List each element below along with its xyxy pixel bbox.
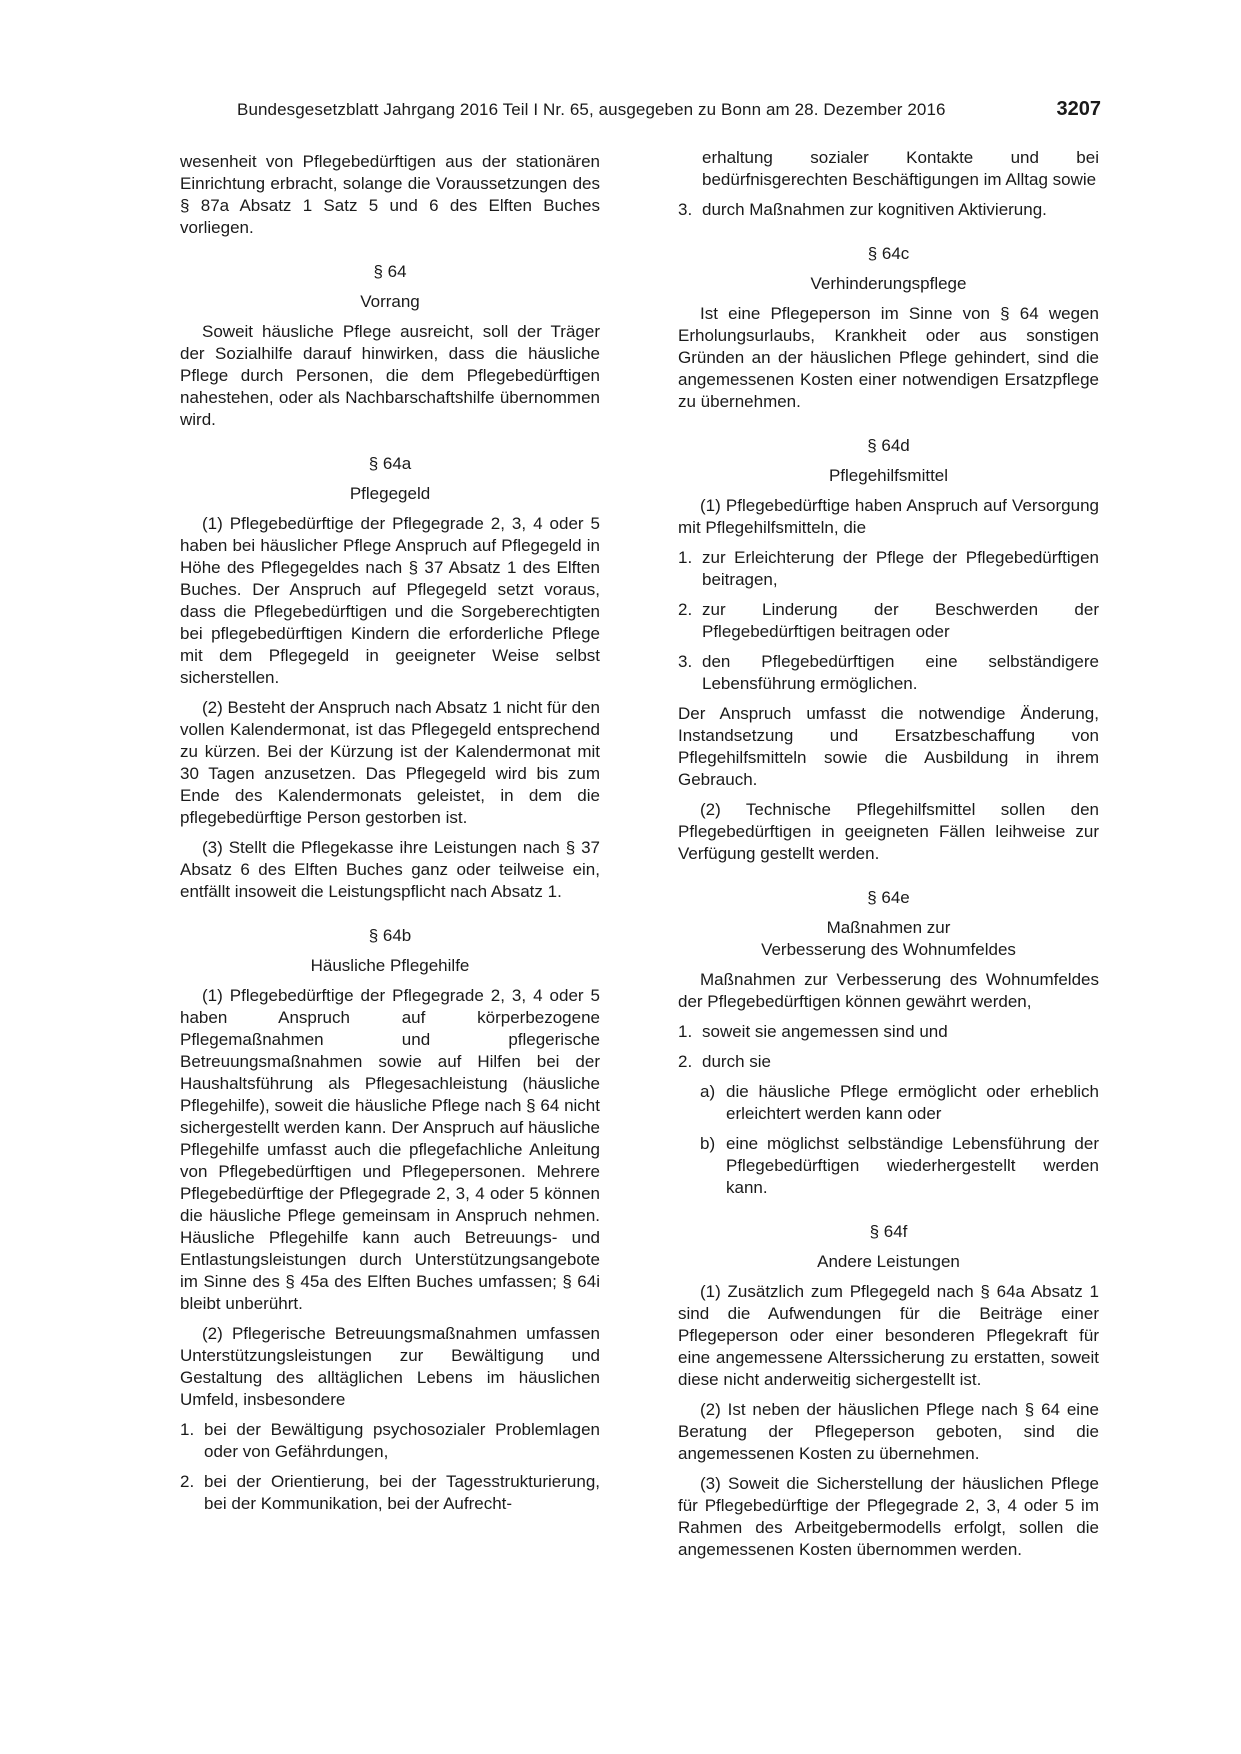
section-title: Andere Leistungen bbox=[817, 1252, 960, 1271]
section-number: § 64e bbox=[867, 888, 910, 907]
paragraph: Maßnahmen zur Verbesserung des Wohnumfeldes der Pflegebedürftigen können gewährt werden, bbox=[678, 970, 1099, 1011]
paragraph: (2) Ist neben der häuslichen Pflege nach § 64 eine Beratung der Pflegeperson geboten, sind die angemessenen Kosten zu übernehmen. bbox=[678, 1400, 1099, 1463]
continuation-paragraph: wesenheit von Pflegebedürftigen aus der stationären Einrichtung erbracht, solange die Voraussetzungen des § 87a Absatz 1 Satz 5 und 6 des Elften Buches vorliegen. bbox=[180, 152, 600, 237]
section-title: Verhinderungspflege bbox=[810, 274, 967, 293]
sublist-item-text: die häusliche Pflege ermöglicht oder erheblich erleichtert werden kann oder bbox=[726, 1082, 1099, 1123]
paragraph: (2) Besteht der Anspruch nach Absatz 1 nicht für den vollen Kalendermonat, ist das Pflegegeld entsprechend zu kürzen. Bei der Kürzung ist der Kalendermonat mit 30 Tagen anzusetzen. Das Pflegegeld wird bis zum Ende des Kalendermonats geleistet, in dem die pflegebedürftige Person gestorben ist. bbox=[180, 698, 600, 827]
paragraph: (1) Pflegebedürftige haben Anspruch auf Versorgung mit Pflegehilfsmitteln, die bbox=[678, 496, 1099, 537]
list-item-text: erhaltung sozialer Kontakte und bei bedürfnisgerechten Beschäftigungen im Alltag sowie bbox=[702, 148, 1099, 189]
paragraph: (1) Pflegebedürftige der Pflegegrade 2, 3, 4 oder 5 haben Anspruch auf körperbezogene Pflegemaßnahmen und pflegerische Betreuungsmaßnahmen sowie auf Hilfen bei der Haushaltsführung als Pflegesachleistung (häusliche Pflegehilfe), soweit die häusliche Pflege nach § 64 nicht sichergestellt werden kann. Der Anspruch auf häusliche Pflegehilfe umfasst auch die pflegefachliche Anleitung von Pflegebedürftigen und Pflegepersonen. Mehrere Pflegebedürftige der Pflegegrade 2, 3, 4 oder 5 können die häusliche Pflege gemeinsam in Anspruch nehmen. Häusliche Pflegehilfe kann auch Betreuungs- und Entlastungsleistungen durch Unterstützungsangebote im Sinne des § 45a des Elften Buches umfassen; § 64i bleibt unberührt. bbox=[180, 986, 600, 1313]
gazette-title: Bundesgesetzblatt Jahrgang 2016 Teil I Nr. 65, ausgegeben zu Bonn am 28. Dezember 2016 bbox=[237, 100, 946, 119]
paragraph: (1) Zusätzlich zum Pflegegeld nach § 64a Absatz 1 sind die Aufwendungen für die Beiträge einer Pflegeperson oder einer besonderen Pflegekraft für eine angemessene Alterssicherung zu erstatten, soweit diese nicht anderweitig sichergestellt ist. bbox=[678, 1282, 1099, 1389]
paragraph: Soweit häusliche Pflege ausreicht, soll der Träger der Sozialhilfe darauf hinwirken, dass die häusliche Pflege durch Personen, die dem Pflegebedürftigen nahestehen, oder als Nachbarschaftshilfe übernommen wird. bbox=[180, 322, 600, 429]
paragraph: (3) Soweit die Sicherstellung der häuslichen Pflege für Pflegebedürftige der Pflegegrade 2, 3, 4 oder 5 im Rahmen des Arbeitgebermodells erfolgt, sollen die angemessenen Kosten übernommen werden. bbox=[678, 1474, 1099, 1559]
paragraph: (3) Stellt die Pflegekasse ihre Leistungen nach § 37 Absatz 6 des Elften Buches ganz oder teilweise ein, entfällt insoweit die Leistungspflicht nach Absatz 1. bbox=[180, 838, 600, 901]
section-title-line: Maßnahmen zur bbox=[826, 918, 951, 937]
section-number: § 64f bbox=[869, 1222, 908, 1241]
paragraph: Der Anspruch umfasst die notwendige Änderung, Instandsetzung und Ersatzbeschaffung von Pflegehilfsmitteln sowie die Ausbildung in ihrem Gebrauch. bbox=[678, 704, 1099, 789]
lettered-sublist bbox=[678, 1081, 1099, 1199]
list-item-text: den Pflegebedürftigen eine selbständigere Lebensführung ermöglichen. bbox=[702, 652, 1099, 693]
numbered-list-continued bbox=[678, 147, 1099, 221]
left-column bbox=[180, 151, 600, 1523]
list-item-text: zur Erleichterung der Pflege der Pflegebedürftigen beitragen, bbox=[702, 548, 1099, 589]
list-item bbox=[678, 651, 1099, 695]
sublist-marker: a) bbox=[700, 1082, 716, 1101]
section-64b bbox=[180, 925, 600, 1515]
list-item-continuation bbox=[678, 147, 1099, 191]
sublist-marker: b) bbox=[700, 1134, 716, 1153]
list-item-text: bei der Orientierung, bei der Tagesstrukturierung, bei der Kommunikation, bei der Aufrecht- bbox=[204, 1472, 600, 1513]
section-title: Vorrang bbox=[360, 292, 420, 311]
sublist-item bbox=[678, 1133, 1099, 1199]
list-item-text: zur Linderung der Beschwerden der Pflegebedürftigen beitragen oder bbox=[702, 600, 1099, 641]
list-marker: 2. bbox=[180, 1472, 195, 1491]
list-marker: 2. bbox=[678, 1052, 693, 1071]
list-item-text: durch Maßnahmen zur kognitiven Aktivierung. bbox=[702, 200, 1047, 219]
list-item bbox=[678, 1051, 1099, 1073]
section-number: § 64c bbox=[867, 244, 910, 263]
list-item bbox=[180, 1471, 600, 1515]
section-title-line: Verbesserung des Wohnumfeldes bbox=[761, 940, 1016, 959]
paragraph: (2) Pflegerische Betreuungsmaßnahmen umfassen Unterstützungsleistungen zur Bewältigung und Gestaltung des alltäglichen Lebens im häuslichen Umfeld, insbesondere bbox=[180, 1324, 600, 1409]
paragraph: (1) Pflegebedürftige der Pflegegrade 2, 3, 4 oder 5 haben bei häuslicher Pflege Anspruch auf Pflegegeld in Höhe des Pflegegeldes nach § 37 Absatz 1 des Elften Buches. Der Anspruch auf Pflegegeld setzt voraus, dass die Pflegebedürftigen und die Sorgeberechtigten bei pflegebedürftigen Kindern die erforderliche Pflege mit dem Pflegegeld in geeigneter Weise selbst sicherstellen. bbox=[180, 514, 600, 687]
right-column bbox=[678, 147, 1099, 1569]
page-number: 3207 bbox=[1056, 98, 1101, 120]
section-title: Pflegehilfsmittel bbox=[828, 466, 949, 485]
list-item-text: durch sie bbox=[702, 1052, 771, 1071]
list-marker: 3. bbox=[678, 652, 693, 671]
section-number: § 64 bbox=[373, 262, 407, 281]
section-64c bbox=[678, 243, 1099, 413]
section-title: Pflegegeld bbox=[349, 484, 431, 503]
sublist-item-text: eine möglichst selbständige Lebensführung der Pflegebedürftigen wiederhergestellt werden kann. bbox=[726, 1134, 1099, 1197]
list-marker: 2. bbox=[678, 600, 693, 619]
section-64d bbox=[678, 435, 1099, 865]
section-number: § 64d bbox=[867, 436, 910, 455]
list-item bbox=[678, 547, 1099, 591]
numbered-list bbox=[180, 1419, 600, 1515]
list-marker: 1. bbox=[678, 548, 693, 567]
numbered-list bbox=[678, 547, 1099, 695]
list-marker: 1. bbox=[180, 1420, 195, 1439]
list-item bbox=[678, 1021, 1099, 1043]
list-marker: 1. bbox=[678, 1022, 693, 1041]
paragraph: (2) Technische Pflegehilfsmittel sollen den Pflegebedürftigen in geeigneten Fällen leihweise zur Verfügung gestellt werden. bbox=[678, 800, 1099, 863]
section-number: § 64a bbox=[368, 454, 412, 473]
list-item bbox=[678, 199, 1099, 221]
list-marker: 3. bbox=[678, 200, 693, 219]
section-64 bbox=[180, 261, 600, 431]
sublist-item bbox=[678, 1081, 1099, 1125]
section-64f bbox=[678, 1221, 1099, 1561]
list-item bbox=[678, 599, 1099, 643]
section-title: Häusliche Pflegehilfe bbox=[310, 956, 470, 975]
list-item-text: soweit sie angemessen sind und bbox=[702, 1022, 948, 1041]
section-number: § 64b bbox=[368, 926, 412, 945]
paragraph: Ist eine Pflegeperson im Sinne von § 64 wegen Erholungsurlaubs, Krankheit oder aus sonstigen Gründen an der häuslichen Pflege gehindert, sind die angemessenen Kosten einer notwendigen Ersatzpflege zu übernehmen. bbox=[678, 304, 1099, 411]
section-title bbox=[678, 917, 1099, 961]
section-64e bbox=[678, 887, 1099, 1199]
list-item bbox=[180, 1419, 600, 1463]
numbered-list bbox=[678, 1021, 1099, 1073]
list-item-text: bei der Bewältigung psychosozialer Problemlagen oder von Gefährdungen, bbox=[204, 1420, 600, 1461]
section-64a bbox=[180, 453, 600, 903]
page-header bbox=[181, 98, 1101, 124]
